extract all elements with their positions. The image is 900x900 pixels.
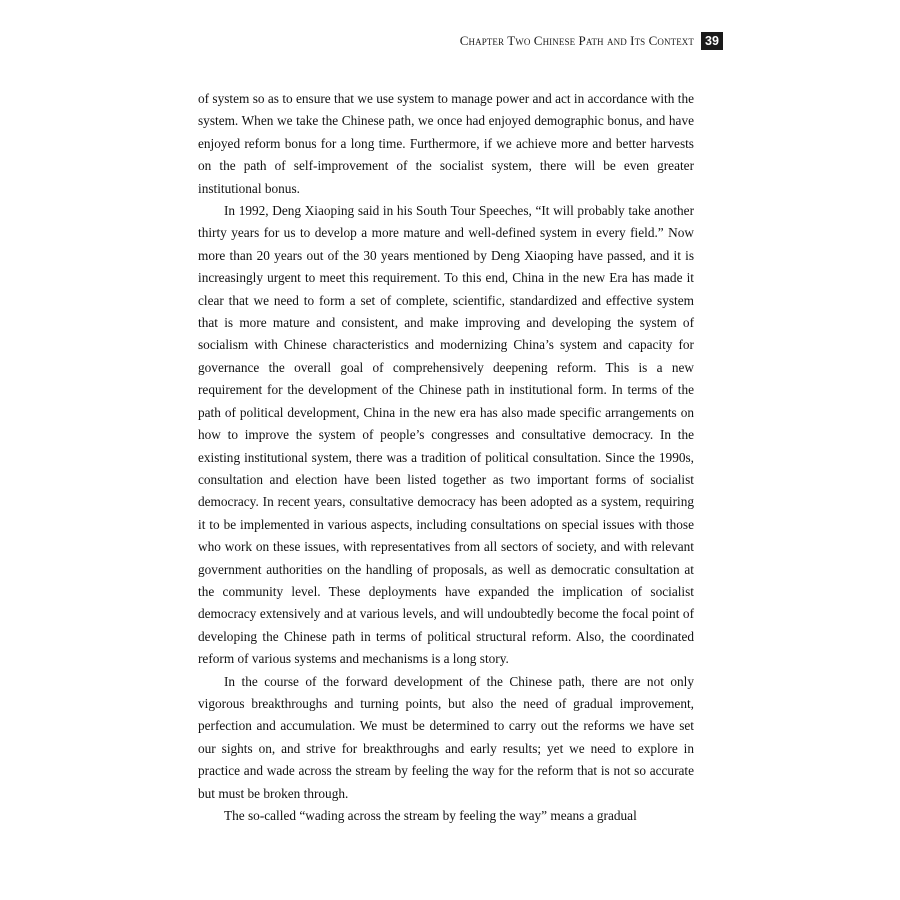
- running-header: [440, 31, 723, 51]
- paragraph: of system so as to ensure that we use system to manage power and act in accordance with the system. When we take the Chinese path, we once had enjoyed demographic bonus, and have enjoyed reform bonus for a long time. Furthermore, if we achieve more and better harvests on the path of self-improvement of the socialist system, there will be even greater institutional bonus.: [198, 91, 694, 196]
- paragraph: In 1992, Deng Xiaoping said in his South Tour Speeches, “It will probably take another thirty years for us to develop a more mature and well-defined system in every field.” Now more than 20 years out of the 30 years mentioned by Deng Xiaoping have passed, and it is increasingly urgent to meet this requirement. To this end, China in the new Era has made it clear that we need to form a set of complete, scientific, standardized and effective system that is more mature and consistent, and make improving and developing the system of socialism with Chinese characteristics and modernizing China’s system and capacity for governance the overall goal of comprehensively deepening reform. This is a new requirement for the development of the Chinese path in institutional form. In terms of the path of political development, China in the new era has also made specific arrangements on how to improve the system of people’s congresses and consultative democracy. In the existing institutional system, there was a tradition of political consultation. Since the 1990s, consultation and election have been listed together as two important forms of socialist democracy. In recent years, consultative democracy has been adopted as a system, requiring it to be implemented in various aspects, including consultations on special issues with those who work on these issues, with representatives from all sectors of society, and with relevant government authorities on the handling of proposals, as well as democratic consultation at the community level. These deployments have expanded the implication of socialist democracy extensively and at various levels, and will undoubtedly become the focal point of developing the Chinese path in terms of political structural reform. Also, the coordinated reform of various systems and mechanisms is a long story.: [198, 203, 694, 667]
- paragraph: The so-called “wading across the stream by feeling the way” means a gradual: [224, 808, 637, 823]
- page-number: 39: [701, 32, 723, 50]
- body-text: [198, 88, 694, 827]
- chapter-title: Chapter Two Chinese Path and Its Context: [459, 33, 694, 48]
- paragraph: In the course of the forward development of the Chinese path, there are not only vigorous breakthroughs and turning points, but also the need of gradual improvement, perfection and accumulation. We must be determined to carry out the reforms we have set our sights on, and strive for breakthroughs and early results; yet we need to explore in practice and wade across the stream by feeling the way for the reform that is not so accurate but must be broken through.: [198, 673, 694, 801]
